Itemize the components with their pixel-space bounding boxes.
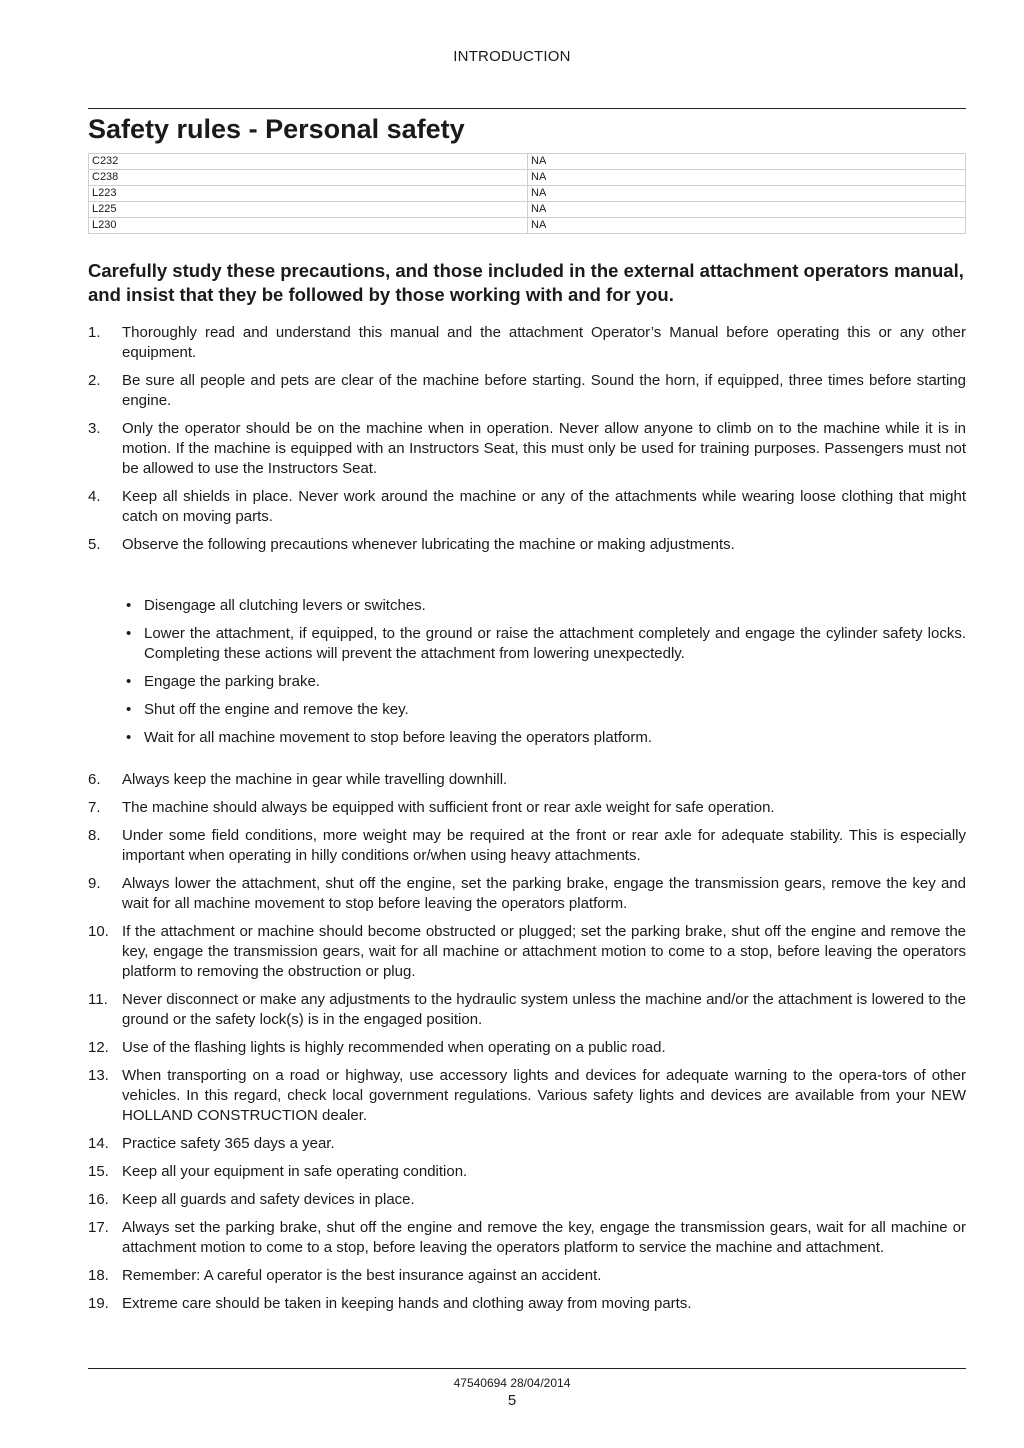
safety-rules-list-continued xyxy=(88,770,966,1322)
item-number: 14. xyxy=(88,1135,109,1152)
value-cell: NA xyxy=(528,202,966,218)
list-item xyxy=(88,1266,966,1286)
item-text: Practice safety 365 days a year. xyxy=(122,1135,335,1152)
list-item xyxy=(88,1294,966,1314)
document-reference: 47540694 28/04/2014 xyxy=(453,1376,571,1390)
bullet-item xyxy=(122,700,966,720)
list-item xyxy=(88,874,966,914)
item-text: Under some field conditions, more weight may be required at the front or rear axle for adequate stability. This is especially important when operating in hilly conditions or/when using heavy attachments. xyxy=(122,827,966,864)
item-number: 1. xyxy=(88,324,101,341)
list-item xyxy=(88,487,966,527)
item-text: Be sure all people and pets are clear of the machine before starting. Sound the horn, if equipped, three times before starting engine. xyxy=(122,372,966,409)
model-cell: C238 xyxy=(89,170,528,186)
table-row xyxy=(89,218,966,234)
item-text: Always keep the machine in gear while travelling downhill. xyxy=(122,771,508,788)
list-item xyxy=(88,535,966,555)
page-number: 5 xyxy=(507,1392,517,1409)
list-item xyxy=(88,826,966,866)
header-divider xyxy=(88,108,966,109)
item-number: 13. xyxy=(88,1067,109,1084)
item-text: Never disconnect or make any adjustments to the hydraulic system unless the machine and/or the attachment is lowered to the ground or the safety lock(s) is in the engaged position. xyxy=(122,991,966,1028)
table-row xyxy=(89,186,966,202)
item-number: 7. xyxy=(88,799,101,816)
list-item xyxy=(88,371,966,411)
value-cell: NA xyxy=(528,218,966,234)
value-cell: NA xyxy=(528,154,966,170)
bullet-icon: • xyxy=(126,625,132,642)
item-number: 5. xyxy=(88,536,101,553)
item-number: 15. xyxy=(88,1163,109,1180)
item-text: Remember: A careful operator is the best insurance against an accident. xyxy=(122,1267,602,1284)
item-text: If the attachment or machine should become obstructed or plugged; set the parking brake, shut off the engine and remove the key, engage the transmission gears, wait for all machine or attachment motion to come to a stop, before leaving the operators platform to removing the obstruction or plug. xyxy=(122,923,966,980)
item-number: 4. xyxy=(88,488,101,505)
item-number: 11. xyxy=(88,991,108,1008)
item-text: The machine should always be equipped with sufficient front or rear axle weight for safe operation. xyxy=(122,799,775,816)
footer-divider xyxy=(88,1368,966,1369)
model-cell: L225 xyxy=(89,202,528,218)
list-item xyxy=(88,1218,966,1258)
list-item xyxy=(88,1162,966,1182)
bullet-item xyxy=(122,672,966,692)
item-text: Use of the flashing lights is highly recommended when operating on a public road. xyxy=(122,1039,666,1056)
item-number: 12. xyxy=(88,1039,109,1056)
item-text: Always set the parking brake, shut off the engine and remove the key, engage the transmission gears, wait for all machine or attachment motion to come to a stop, before leaving the operators platform to service the machine and attachment. xyxy=(122,1219,966,1256)
value-cell: NA xyxy=(528,186,966,202)
list-item xyxy=(88,1066,966,1126)
bullet-icon: • xyxy=(126,673,132,690)
safety-rules-list xyxy=(88,323,966,563)
table-row xyxy=(89,202,966,218)
item-number: 18. xyxy=(88,1267,109,1284)
bullet-item xyxy=(122,624,966,664)
list-item xyxy=(88,770,966,790)
item-number: 10. xyxy=(88,923,109,940)
bullet-text: Shut off the engine and remove the key. xyxy=(144,701,409,718)
bullet-text: Wait for all machine movement to stop before leaving the operators platform. xyxy=(144,729,653,746)
table-row xyxy=(89,154,966,170)
bullet-text: Lower the attachment, if equipped, to the ground or raise the attachment completely and engage the cylinder safety locks. Completing these actions will prevent the attachment from lowering unexpectedly. xyxy=(144,625,966,662)
running-header: INTRODUCTION xyxy=(453,48,571,65)
item-text: When transporting on a road or highway, use accessory lights and devices for adequate warning to the opera-tors of other vehicles. In this regard, check local government regulations. Various safety lights and devices are available from your NEW HOLLAND CONSTRUCTION dealer. xyxy=(122,1067,966,1124)
item-text: Always lower the attachment, shut off the engine, set the parking brake, engage the transmission gears, remove the key and wait for all machine movement to stop before leaving the operators platform. xyxy=(122,875,966,912)
item-text: Extreme care should be taken in keeping hands and clothing away from moving parts. xyxy=(122,1295,692,1312)
bullet-item xyxy=(122,728,966,748)
list-item xyxy=(88,323,966,363)
item-number: 2. xyxy=(88,372,101,389)
item-text: Thoroughly read and understand this manual and the attachment Operator’s Manual before operating this or any other equipment. xyxy=(122,324,966,361)
item-number: 16. xyxy=(88,1191,109,1208)
item-number: 6. xyxy=(88,771,101,788)
list-item xyxy=(88,922,966,982)
intro-heading: Carefully study these precautions, and those included in the external attachment operators manual, and insist that they be followed by those working with and for you. xyxy=(88,260,964,305)
precautions-bullet-list xyxy=(122,596,966,756)
item-number: 19. xyxy=(88,1295,109,1312)
item-number: 17. xyxy=(88,1219,109,1236)
bullet-icon: • xyxy=(126,729,132,746)
bullet-text: Disengage all clutching levers or switches. xyxy=(144,597,426,614)
model-cell: L230 xyxy=(89,218,528,234)
item-text: Keep all guards and safety devices in place. xyxy=(122,1191,415,1208)
item-number: 9. xyxy=(88,875,101,892)
item-number: 3. xyxy=(88,420,101,437)
bullet-icon: • xyxy=(126,701,132,718)
item-number: 8. xyxy=(88,827,101,844)
bullet-item xyxy=(122,596,966,616)
list-item xyxy=(88,798,966,818)
model-cell: L223 xyxy=(89,186,528,202)
model-cell: C232 xyxy=(89,154,528,170)
item-text: Keep all shields in place. Never work around the machine or any of the attachments while wearing loose clothing that might catch on moving parts. xyxy=(122,488,966,525)
item-text: Keep all your equipment in safe operating condition. xyxy=(122,1163,468,1180)
bullet-text: Engage the parking brake. xyxy=(144,673,320,690)
table-row xyxy=(89,170,966,186)
item-text: Observe the following precautions whenever lubricating the machine or making adjustments. xyxy=(122,536,735,553)
value-cell: NA xyxy=(528,170,966,186)
list-item xyxy=(88,1190,966,1210)
page-title: Safety rules - Personal safety xyxy=(88,114,465,144)
bullet-icon: • xyxy=(126,597,132,614)
list-item xyxy=(88,1038,966,1058)
list-item xyxy=(88,990,966,1030)
model-applicability-table xyxy=(88,153,966,234)
list-item xyxy=(88,1134,966,1154)
list-item xyxy=(88,419,966,479)
item-text: Only the operator should be on the machine when in operation. Never allow anyone to climb on to the machine while it is in motion. If the machine is equipped with an Instructors Seat, this must only be used for training purposes. Passengers must not be allowed to use the Instructors Seat. xyxy=(122,420,966,477)
